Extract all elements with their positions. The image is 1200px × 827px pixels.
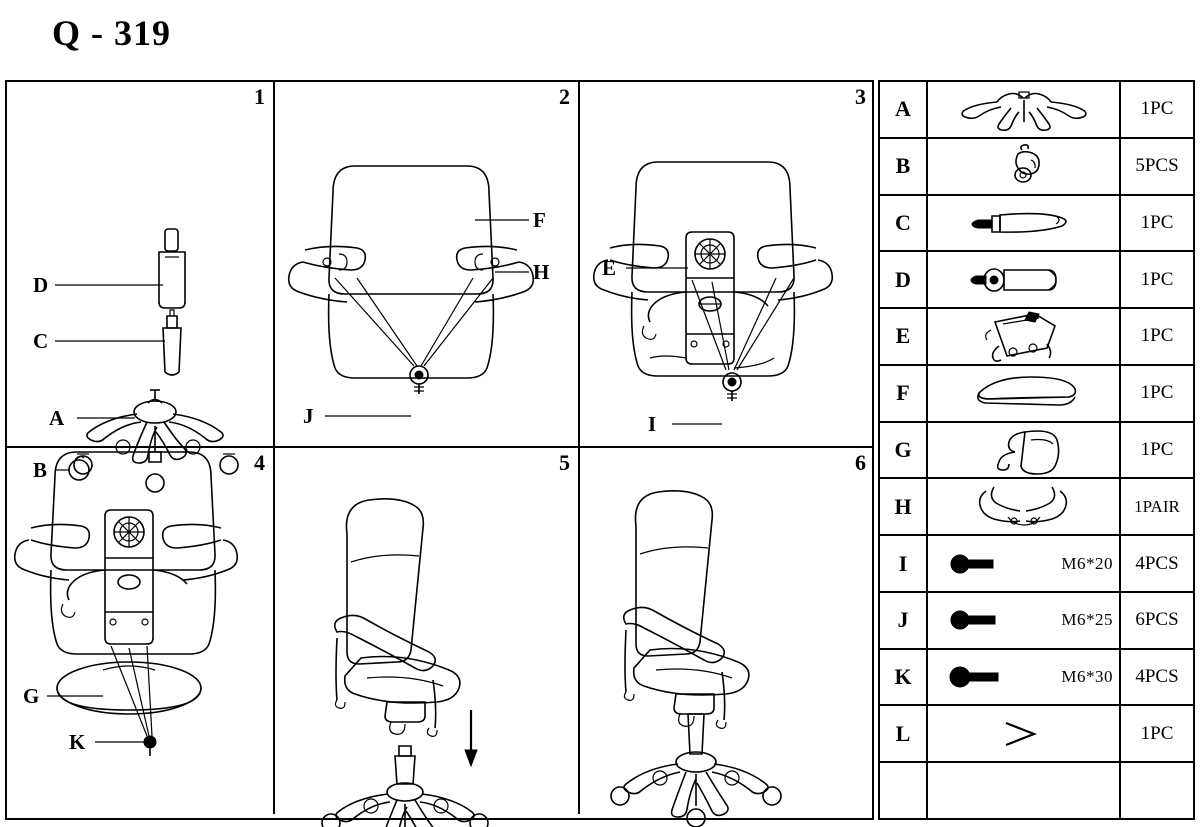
part-letter: J [880, 593, 928, 648]
bolt-j-drawing [410, 366, 428, 394]
step-number: 1 [254, 84, 265, 109]
part-quantity: 4PCS [1135, 666, 1179, 688]
gas-lift-cylinder-icon [964, 206, 1084, 240]
page-title: Q - 319 [52, 13, 171, 53]
seat-cushion-icon [959, 373, 1089, 413]
assembly-step-5 [275, 448, 580, 814]
callout-label-g: G [23, 684, 40, 708]
table-row [880, 139, 1193, 196]
part-spec: M6*30 [1061, 667, 1113, 687]
parts-list-table [878, 80, 1195, 820]
part-quantity: 1PC [1140, 211, 1174, 233]
callout-label-d: D [33, 273, 49, 297]
table-row [880, 366, 1193, 423]
tilt-mechanism-drawing [642, 232, 774, 368]
guide-line-4 [424, 278, 493, 366]
backrest-drawing [346, 499, 423, 664]
part-quantity: 1PC [1140, 382, 1174, 404]
part-letter: I [880, 536, 928, 591]
table-row [880, 423, 1193, 480]
cylinder-cover-icon [964, 262, 1084, 298]
guide-line-3 [421, 278, 473, 366]
part-image-cell [928, 479, 1121, 534]
assembly-step-1 [7, 82, 275, 482]
part-image-cell [928, 82, 1121, 137]
bolt-icon [942, 606, 1022, 634]
part-spec: M6*25 [1061, 610, 1113, 630]
callout-label-c: C [33, 329, 49, 353]
gas-lift-drawing [395, 746, 415, 784]
table-row [880, 82, 1193, 139]
bolt-i-drawing [723, 373, 741, 401]
cylinder-cover-drawing [159, 229, 185, 308]
callout-label-a: A [49, 406, 65, 430]
part-letter: K [880, 650, 928, 705]
bolt-icon [942, 550, 1022, 578]
part-quantity: 1PC [1140, 325, 1174, 347]
part-quantity: 1PAIR [1134, 496, 1180, 516]
gas-lift-drawing [688, 714, 704, 754]
table-row [880, 593, 1193, 650]
callout-label-j: J [303, 404, 314, 428]
table-row [880, 196, 1193, 253]
five-star-base-drawing [611, 752, 781, 827]
part-quantity [1121, 763, 1193, 818]
five-star-base-icon [949, 86, 1099, 132]
part-image-cell [928, 252, 1121, 307]
part-letter: F [880, 366, 928, 421]
part-letter: A [880, 82, 928, 137]
step-number: 6 [855, 450, 866, 475]
part-letter: E [880, 309, 928, 364]
assembly-arrow-head [465, 750, 477, 766]
seat-outline [329, 294, 494, 378]
part-image-cell [928, 650, 1121, 705]
step-2-illustration [275, 82, 580, 448]
table-row [880, 479, 1193, 536]
five-star-base-drawing [322, 783, 488, 827]
part-quantity: 6PCS [1135, 609, 1179, 631]
assembly-step-3 [580, 82, 874, 448]
bolt-k-drawing [144, 736, 156, 756]
assembly-step-2 [275, 82, 580, 448]
table-row [880, 763, 1193, 818]
callout-label-k: K [69, 730, 86, 754]
step-4-illustration [7, 448, 275, 814]
part-image-cell [928, 196, 1121, 251]
part-letter: H [880, 479, 928, 534]
callout-label-h: H [533, 260, 550, 284]
caster-wheel-icon [1002, 144, 1046, 188]
part-image-cell [928, 593, 1121, 648]
part-quantity: 1PC [1140, 722, 1174, 744]
part-letter: C [880, 196, 928, 251]
assembly-steps-grid [5, 80, 874, 820]
table-row [880, 309, 1193, 366]
part-letter: L [880, 706, 928, 761]
table-row [880, 650, 1193, 707]
part-image-cell [928, 423, 1121, 478]
allen-wrench-icon [984, 717, 1064, 751]
step-3-illustration [580, 82, 874, 448]
guide-line-2 [357, 278, 417, 366]
step-5-illustration [275, 448, 580, 814]
swivel-plate-drawing [57, 662, 201, 714]
backrest-outline [329, 166, 493, 294]
step-number: 4 [254, 450, 265, 475]
part-quantity: 1PC [1140, 98, 1174, 120]
guide-line-1 [335, 278, 414, 366]
part-letter: B [880, 139, 928, 194]
callout-label-e: E [602, 256, 617, 280]
callout-label-f: F [533, 208, 546, 232]
table-row [880, 536, 1193, 593]
tilt-mechanism-drawing [61, 510, 187, 644]
part-image-cell [928, 536, 1121, 591]
bolt-icon [942, 663, 1022, 691]
part-quantity: 1PC [1140, 268, 1174, 290]
assembly-step-4 [7, 448, 275, 814]
callout-label-b: B [33, 458, 48, 482]
armrest-pair-icon [964, 483, 1084, 531]
part-image-cell [928, 366, 1121, 421]
part-spec: M6*20 [1061, 553, 1113, 573]
step-number: 5 [559, 450, 570, 475]
part-image-cell [928, 139, 1121, 194]
part-letter: G [880, 423, 928, 478]
table-row [880, 252, 1193, 309]
part-image-cell [928, 309, 1121, 364]
step-number: 3 [855, 84, 866, 109]
part-letter [880, 763, 928, 818]
table-row [880, 706, 1193, 763]
callout-label-i: I [648, 412, 657, 436]
assembly-step-6 [580, 448, 874, 814]
step-1-illustration [7, 82, 275, 482]
part-quantity: 5PCS [1135, 155, 1179, 177]
part-quantity: 4PCS [1135, 552, 1179, 574]
step-6-illustration [580, 448, 874, 814]
step-number: 2 [559, 84, 570, 109]
part-letter: D [880, 252, 928, 307]
backrest-icon [969, 426, 1079, 474]
part-image-cell [928, 706, 1121, 761]
tilt-mechanism-icon [969, 310, 1079, 362]
gas-lift-cylinder-drawing [163, 310, 181, 375]
part-image-cell [928, 763, 1121, 818]
part-quantity: 1PC [1140, 438, 1174, 460]
